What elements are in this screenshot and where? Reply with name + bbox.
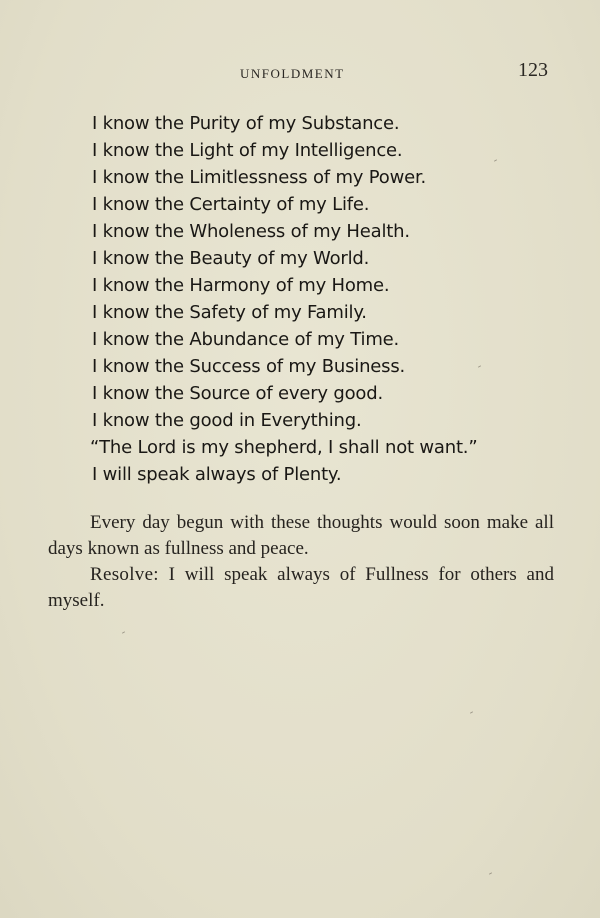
affirmation-line: I know the Light of my Intelligence. <box>92 140 403 161</box>
running-head <box>0 58 600 88</box>
paper-speck <box>478 365 481 367</box>
affirmation-line: I know the Abundance of my Time. <box>92 329 400 350</box>
paper-speck <box>122 631 125 633</box>
resolve-paragraph <box>48 562 554 614</box>
affirmation-line: I know the Success of my Business. <box>92 356 406 377</box>
affirmation-line: I know the Wholeness of my Health. <box>92 221 410 242</box>
affirmation-line: I know the Purity of my Substance. <box>92 113 400 134</box>
paper-speck <box>494 159 497 161</box>
scripture-quote-line: “The Lord is my shepherd, I shall not want.” <box>90 437 478 458</box>
affirmation-line: I know the good in Everything. <box>92 410 362 431</box>
affirmation-line: I know the Safety of my Family. <box>92 302 367 323</box>
paper-speck <box>489 872 492 874</box>
page-number: 123 <box>518 59 548 81</box>
affirmation-line: I know the Harmony of my Home. <box>92 275 390 296</box>
affirmation-line: I know the Certainty of my Life. <box>92 194 370 215</box>
running-title: UNFOLDMENT <box>240 66 345 81</box>
affirmation-line: I know the Beauty of my World. <box>92 248 370 269</box>
resolve-label: Resolve: <box>90 564 159 585</box>
affirmation-line: I know the Source of every good. <box>92 383 383 404</box>
paragraph: Every day begun with these thoughts would soon make all days known as fullness and peace. <box>48 512 554 559</box>
body-text <box>48 510 554 614</box>
affirmation-list <box>92 110 477 488</box>
paper-speck <box>470 711 473 713</box>
resolve-text: I will speak always of Fullness for others and myself. <box>48 564 554 611</box>
affirmation-line: I know the Limitlessness of my Power. <box>92 167 427 188</box>
affirmation-line: I will speak always of Plenty. <box>92 464 342 485</box>
